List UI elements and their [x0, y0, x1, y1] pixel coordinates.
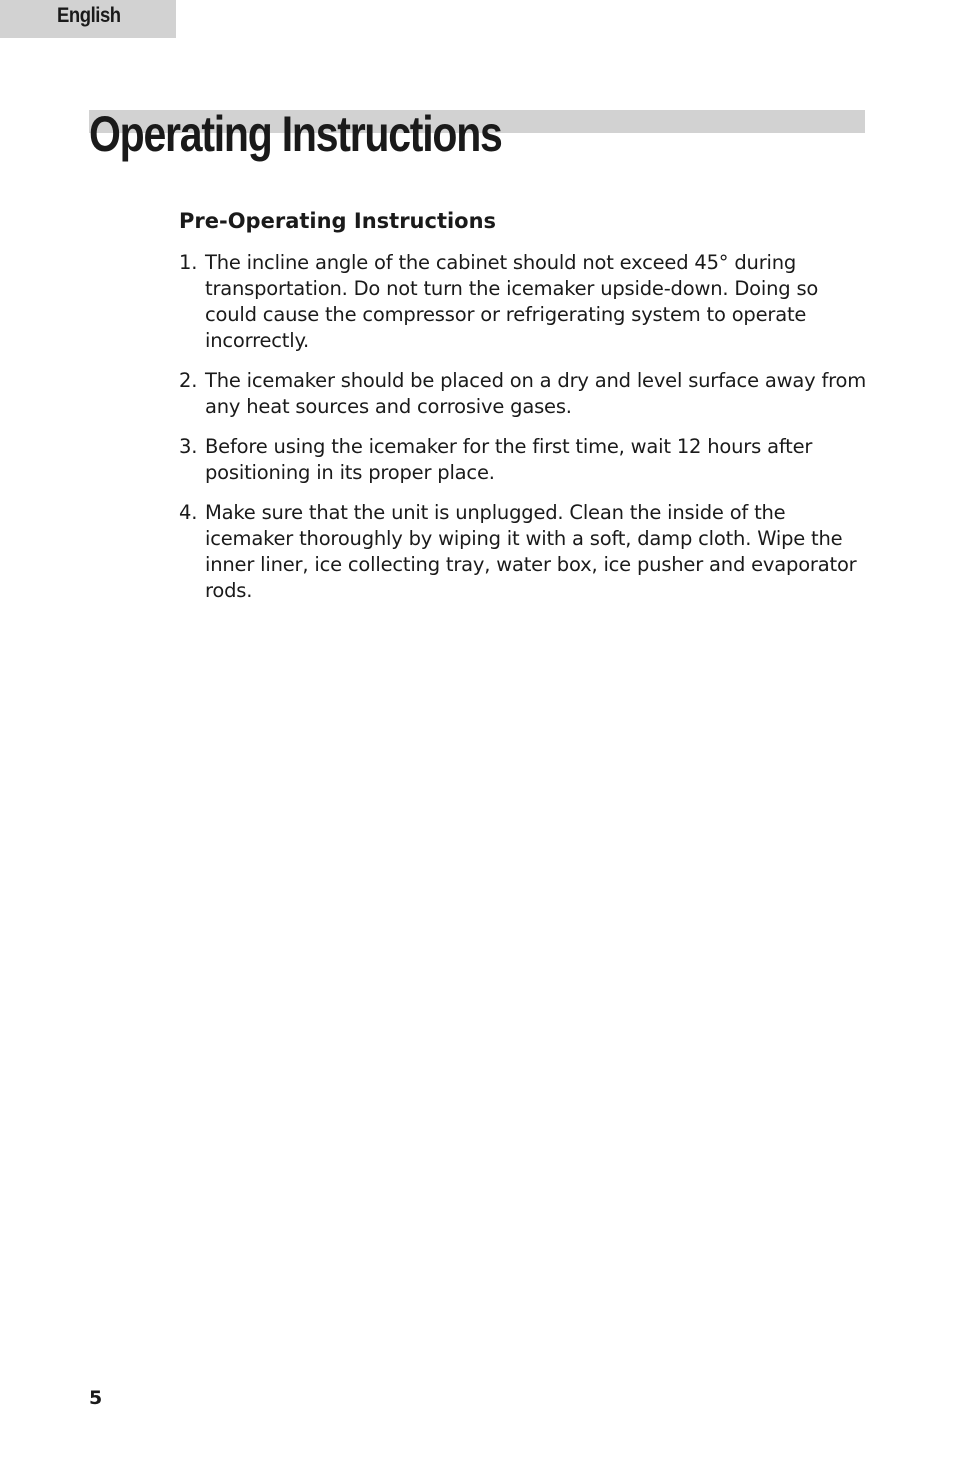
list-item-number: 4. — [179, 501, 198, 524]
list-item-text: The icemaker should be placed on a dry and level surface away from any heat sources and corrosive gases. — [205, 369, 867, 418]
list-item — [179, 500, 869, 604]
list-item — [179, 368, 869, 420]
list-item-number: 3. — [179, 435, 198, 458]
list-item — [179, 434, 869, 486]
list-item-text: Make sure that the unit is unplugged. Clean the inside of the icemaker thoroughly by wiping it with a soft, damp cloth. Wipe the inner liner, ice collecting tray, water box, ice pusher and evaporator rods. — [205, 501, 857, 602]
instruction-list — [179, 250, 869, 618]
language-tab — [0, 0, 176, 38]
page-title: Operating Instructions — [89, 106, 502, 162]
section-heading: Pre-Operating Instructions — [179, 209, 497, 233]
list-item-text: The incline angle of the cabinet should not exceed 45° during transportation. Do not turn the icemaker upside-down. Doing so could cause the compressor or refrigerating system to operate incorrectly. — [205, 251, 819, 352]
language-tab-label: English — [57, 4, 121, 27]
page-number: 5 — [89, 1387, 103, 1409]
list-item-number: 2. — [179, 369, 198, 392]
list-item-number: 1. — [179, 251, 198, 274]
list-item — [179, 250, 869, 354]
list-item-text: Before using the icemaker for the first time, wait 12 hours after positioning in its proper place. — [205, 435, 813, 484]
